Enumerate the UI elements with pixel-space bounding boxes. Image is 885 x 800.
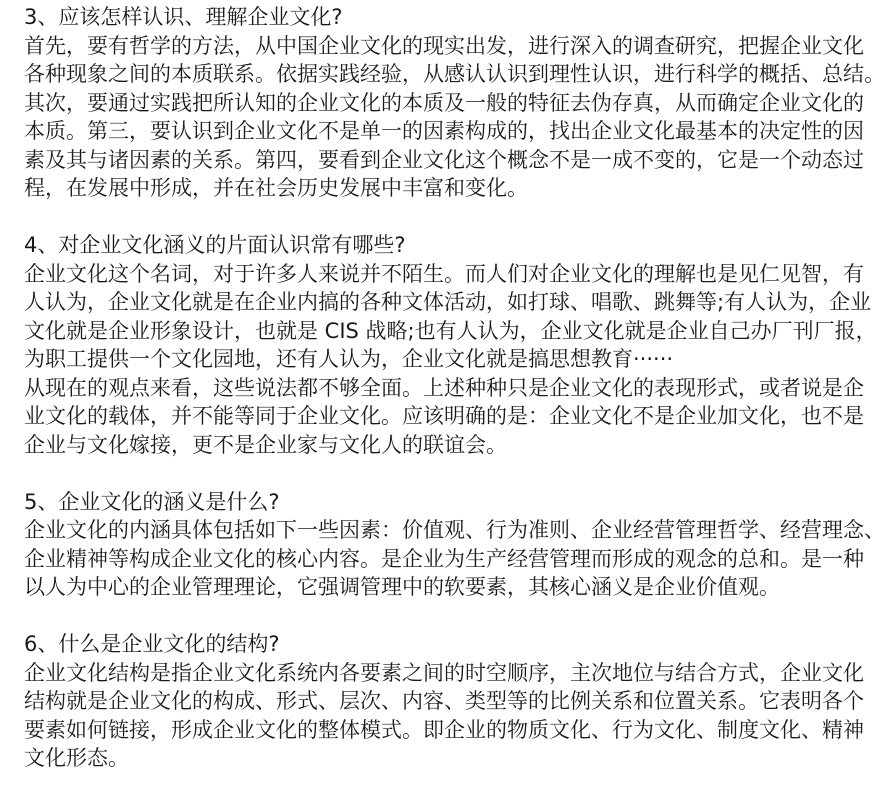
paragraph-line: 人认为，企业文化就是在企业内搞的各种文体活动，如打球、唱歌、跳舞等;有人认为，企业 (24, 290, 872, 314)
section-spacer (24, 203, 776, 232)
paragraph-line: 程，在发展中形成，并在社会历史发展中丰富和变化。 (24, 176, 528, 200)
paragraph-line: 首先，要有哲学的方法，从中国企业文化的现实出发，进行深入的调查研究，把握企业文化 (24, 33, 864, 58)
section-heading: 6、什么是企业文化的结构? (24, 632, 280, 656)
paragraph-line: 文化形态。 (24, 746, 129, 770)
paragraph-line: 其次，要通过实践把所认知的企业文化的本质及一般的特征去伪存真，从而确定企业文化的 (24, 90, 864, 115)
section-spacer (24, 459, 776, 488)
paragraph-line: 企业文化这个名词，对于许多人来说并不陌生。而人们对企业文化的理解也是见仁见智，有 (24, 261, 864, 286)
paragraph-line: 结构就是企业文化的构成、形式、层次、内容、类型等的比例关系和位置关系。它表明各个 (24, 689, 864, 713)
section-heading: 3、应该怎样认识、理解企业文化? (24, 5, 343, 29)
document-body (24, 3, 885, 773)
paragraph-line: 本质。第三，要认识到企业文化不是单一的因素构成的，找出企业文化最基本的决定性的因 (24, 119, 864, 143)
paragraph-line: 从现在的观点来看，这些说法都不够全面。上述种种只是企业文化的表现形式，或者说是企 (24, 375, 864, 400)
section-heading: 4、对企业文化涵义的片面认识常有哪些? (24, 233, 406, 257)
section-heading: 5、企业文化的涵义是什么? (24, 489, 280, 514)
faq-section (24, 3, 885, 203)
paragraph-line: 素及其与诸因素的关系。第四，要看到企业文化这个概念不是一成不变的，它是一个动态过 (24, 147, 864, 172)
faq-section (24, 231, 877, 459)
paragraph-line: 为职工提供一个文化园地，还有人认为，企业文化就是搞思想教育······ (24, 347, 674, 371)
paragraph-line: 企业文化的内涵具体包括如下一些因素：价值观、行为准则、企业经营管理哲学、经营理念、 (24, 518, 885, 542)
paragraph-line: 各种现象之间的本质联系。依据实践经验，从感认认识到理性认识，进行科学的概括、总结。 (24, 62, 885, 86)
paragraph-line: 以人为中心的企业管理理论，它强调管理中的软要素，其核心涵义是企业价值观。 (24, 575, 780, 599)
paragraph-line: 企业与文化嫁接，更不是企业家与文化人的联谊会。 (24, 432, 507, 457)
paragraph-line: 企业精神等构成企业文化的核心内容。是企业为生产经营管理而形成的观念的总和。是一种 (24, 546, 864, 571)
paragraph-line: 业文化的载体，并不能等同于企业文化。应该明确的是：企业文化不是企业加文化，也不是 (24, 404, 864, 428)
paragraph-line: 企业文化结构是指企业文化系统内各要素之间的时空顺序，主次地位与结合方式，企业文化 (24, 660, 864, 685)
faq-section (24, 488, 885, 602)
paragraph-line: 要素如何链接，形成企业文化的整体模式。即企业的物质文化、行为文化、制度文化、精神 (24, 717, 864, 742)
section-spacer (24, 602, 776, 631)
faq-section (24, 630, 864, 773)
paragraph-line: 文化就是企业形象设计，也就是 CIS 战略;也有人认为，企业文化就是企业自己办厂刊厂报， (24, 318, 877, 343)
